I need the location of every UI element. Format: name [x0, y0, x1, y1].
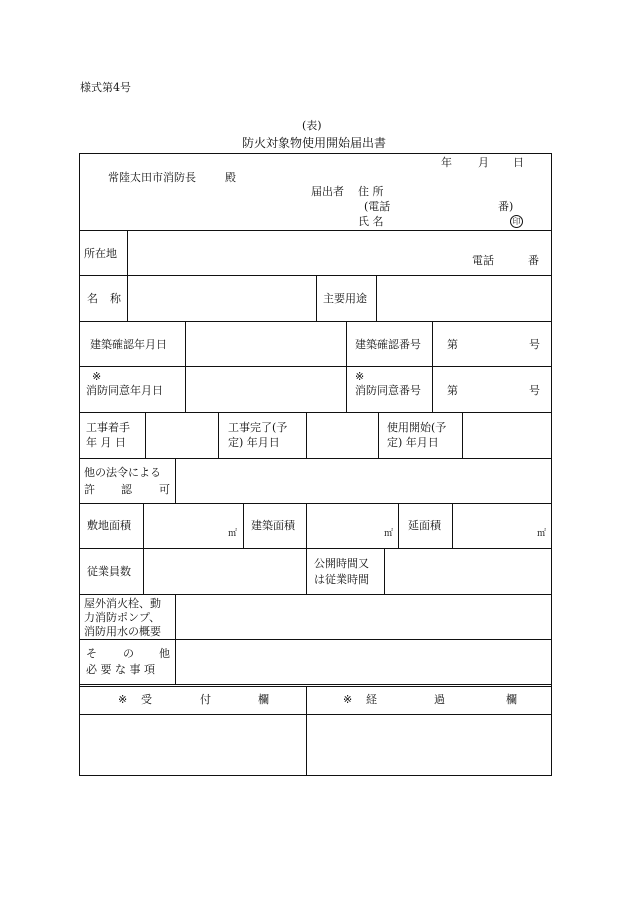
floor-area-unit: ㎡ — [537, 529, 547, 539]
phone-open: (電話 — [364, 200, 391, 213]
employees-label: 従業員数 — [87, 565, 131, 578]
fire-consent-date-label: 消防同意年月日 — [86, 384, 163, 397]
name-label-part2: 称 — [110, 292, 121, 305]
phone-close: 番) — [498, 200, 514, 213]
form-side-label: (表) — [302, 119, 322, 132]
hours-label-2: は従業時間 — [314, 573, 369, 586]
building-area-unit: ㎡ — [384, 529, 394, 539]
fire-consent-dai: 第 — [447, 384, 458, 397]
reception-mark: ※ — [118, 693, 128, 706]
form-number: 様式第4号 — [80, 81, 131, 94]
fire-consent-date-note: ※ — [92, 370, 102, 383]
fire-equipment-label-2: 力消防ポンプ、 — [84, 611, 161, 624]
building-confirm-dai: 第 — [447, 338, 458, 351]
site-area-label: 敷地面積 — [87, 519, 131, 532]
addressee: 常陸太田市消防長 — [108, 171, 196, 184]
fire-equipment-label-3: 消防用水の概要 — [84, 625, 161, 638]
other-law-label-2c: 可 — [159, 483, 170, 496]
misc-label-1a: そ — [86, 647, 97, 660]
progress-label-1: 経 — [366, 693, 377, 706]
progress-label-3: 欄 — [506, 693, 517, 706]
construction-start-label-1: 工事着手 — [86, 421, 130, 434]
date-day-label: 日 — [513, 156, 524, 169]
form-title: 防火対象物使用開始届出書 — [242, 136, 387, 150]
site-area-unit: ㎡ — [228, 529, 238, 539]
name-label-part1: 名 — [87, 292, 98, 305]
construction-done-label-1: 工事完了(予 — [228, 421, 288, 434]
other-law-label-2b: 認 — [121, 483, 132, 496]
location-label: 所在地 — [84, 247, 117, 260]
main-use-label: 主要用途 — [323, 292, 367, 305]
fire-consent-no-note: ※ — [355, 370, 365, 383]
applicant-label: 届出者 — [311, 185, 344, 198]
misc-label-2: 必 要 な 事 項 — [86, 663, 155, 676]
progress-label-2: 過 — [434, 693, 445, 706]
floor-area-label: 延面積 — [408, 519, 441, 532]
progress-mark: ※ — [343, 693, 353, 706]
date-month-label: 月 — [478, 156, 489, 169]
address-label: 住 所 — [358, 185, 384, 198]
other-law-label-1: 他の法令による — [84, 466, 161, 479]
location-phone-label: 電話 — [472, 254, 494, 267]
reception-label-2: 付 — [200, 693, 211, 706]
reception-label-3: 欄 — [258, 693, 269, 706]
name-label: 氏 名 — [358, 215, 384, 228]
hours-label-1: 公開時間又 — [314, 557, 369, 570]
misc-label-1b: の — [123, 647, 134, 660]
fire-consent-go: 号 — [529, 384, 540, 397]
building-confirm-no-label: 建築確認番号 — [355, 338, 421, 351]
use-start-label-1: 使用開始(予 — [387, 421, 447, 434]
building-confirm-go: 号 — [529, 338, 540, 351]
construction-done-label-2: 定) 年月日 — [228, 436, 280, 449]
date-year-label: 年 — [441, 156, 452, 169]
building-area-label: 建築面積 — [251, 519, 295, 532]
fire-consent-no-label: 消防同意番号 — [355, 384, 421, 397]
use-start-label-2: 定) 年月日 — [387, 436, 439, 449]
other-law-label-2a: 許 — [84, 483, 95, 496]
fire-equipment-label-1: 屋外消火栓、動 — [84, 597, 161, 610]
location-phone-suffix: 番 — [528, 254, 539, 267]
honorific: 殿 — [225, 171, 236, 184]
construction-start-label-2: 年 月 日 — [86, 436, 126, 449]
building-confirm-date-label: 建築確認年月日 — [90, 338, 167, 351]
seal-icon: 印 — [510, 215, 523, 228]
reception-label-1: 受 — [141, 693, 152, 706]
misc-label-1c: 他 — [159, 647, 170, 660]
